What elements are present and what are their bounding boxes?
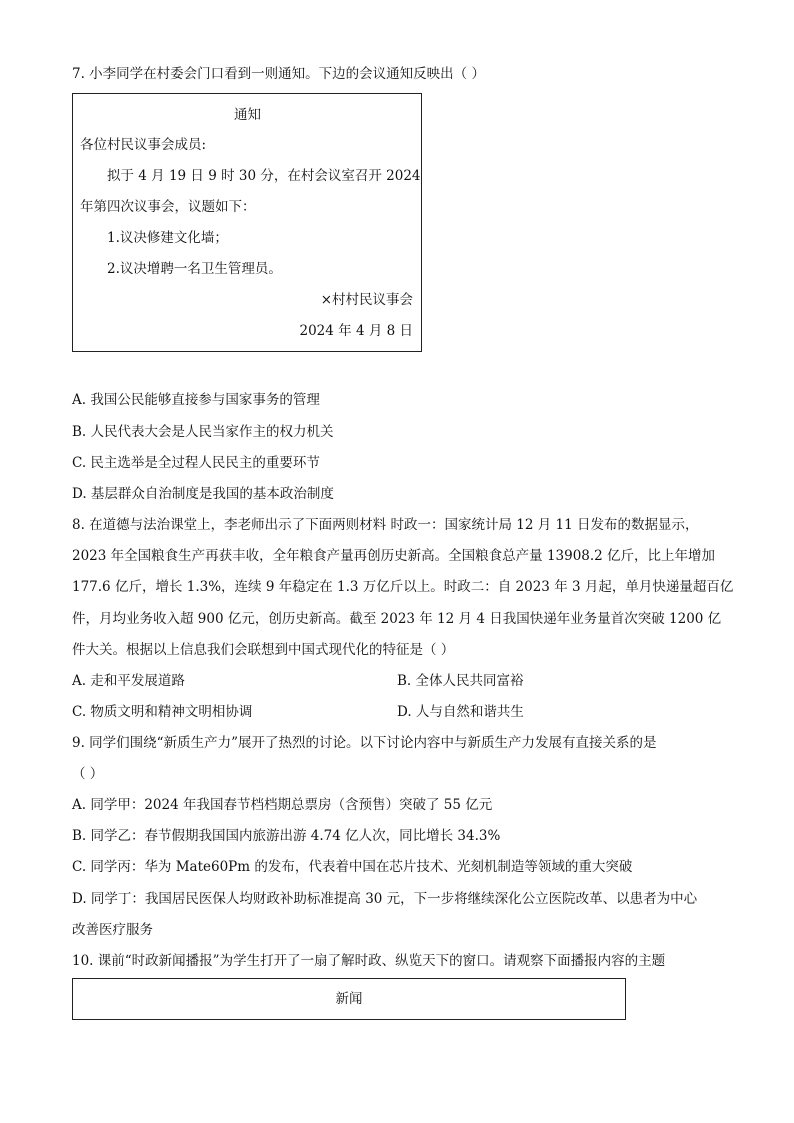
notice-greeting: 各位村民议事会成员: <box>80 137 207 153</box>
q7-option-d: D. 基层群众自治制度是我国的基本政治制度 <box>72 486 334 502</box>
q8-option-c: C. 物质文明和精神文明相协调 <box>72 704 253 720</box>
q7-option-a: A. 我国公民能够直接参与国家事务的管理 <box>72 392 320 408</box>
q8-line-5: 件大关。根据以上信息我们会联想到中国式现代化的特征是（ ） <box>72 642 455 658</box>
q8-line-3: 177.6 亿斤，增长 1.3%，连续 9 年稳定在 1.3 万亿斤以上。时政二：自 2023 年 3 月起，单月快递量超百亿 <box>72 579 734 595</box>
q9-option-c: C. 同学丙：华为 Mate60Pm 的发布，代表着中国在芯片技术、光刻机制造等领域的重大突破 <box>72 859 633 875</box>
news-box-title: 新闻 <box>335 991 363 1007</box>
q8-line-2: 2023 年全国粮食生产再获丰收，全年粮食产量再创历史新高。全国粮食总产量 13908.2 亿斤，比上年增加 <box>72 548 716 564</box>
q9-stem-line-2: （ ） <box>72 766 104 782</box>
notice-body-line1: 拟于 4 月 19 日 9 时 30 分，在村会议室召开 2024 <box>107 168 421 184</box>
q9-option-d-continued: 改善医疗服务 <box>72 922 153 938</box>
q9-option-b: B. 同学乙：春节假期我国国内旅游出游 4.74 亿人次，同比增长 34.3% <box>72 828 501 844</box>
notice-date: 2024 年 4 月 8 日 <box>299 323 413 339</box>
q10-stem: 10. 课前“时政新闻播报”为学生打开了一扇了解时政、纵览天下的窗口。请观察下面播报内容的主题 <box>72 953 666 969</box>
q8-option-d: D. 人与自然和谐共生 <box>397 704 524 720</box>
q8-line-4: 件，月均业务收入超 900 亿元，创历史新高。截至 2023 年 12 月 4 日我国快递年业务量首次突破 1200 亿 <box>72 611 722 627</box>
news-box <box>72 978 626 1020</box>
q8-line-1: 8. 在道德与法治课堂上，李老师出示了下面两则材料 时政一：国家统计局 12 月 11 日发布的数据显示， <box>72 517 699 533</box>
notice-item-2: 2.议决增聘一名卫生管理员。 <box>107 261 282 277</box>
notice-title: 通知 <box>234 107 261 123</box>
q7-option-c: C. 民主选举是全过程人民民主的重要环节 <box>72 455 320 471</box>
notice-body-line2: 年第四次议事会，议题如下： <box>80 199 256 215</box>
q9-stem-line-1: 9. 同学们围绕“新质生产力”展开了热烈的讨论。以下讨论内容中与新质生产力发展有直接关系的是 <box>72 735 657 751</box>
q9-option-a: A. 同学甲：2024 年我国春节档档期总票房（含预售）突破了 55 亿元 <box>72 797 493 813</box>
notice-signature: ×村村民议事会 <box>320 292 413 308</box>
q8-option-b: B. 全体人民共同富裕 <box>397 673 524 689</box>
notice-item-1: 1.议决修建文化墙； <box>107 230 228 246</box>
notice-box <box>72 93 422 352</box>
q7-stem: 7. 小李同学在村委会门口看到一则通知。下边的会议通知反映出（ ） <box>72 66 485 82</box>
q9-option-d: D. 同学丁：我国居民医保人均财政补助标准提高 30 元，下一步将继续深化公立医院改革、以患者为中心 <box>72 891 698 907</box>
q8-option-a: A. 走和平发展道路 <box>72 673 185 689</box>
q7-option-b: B. 人民代表大会是人民当家作主的权力机关 <box>72 424 334 440</box>
